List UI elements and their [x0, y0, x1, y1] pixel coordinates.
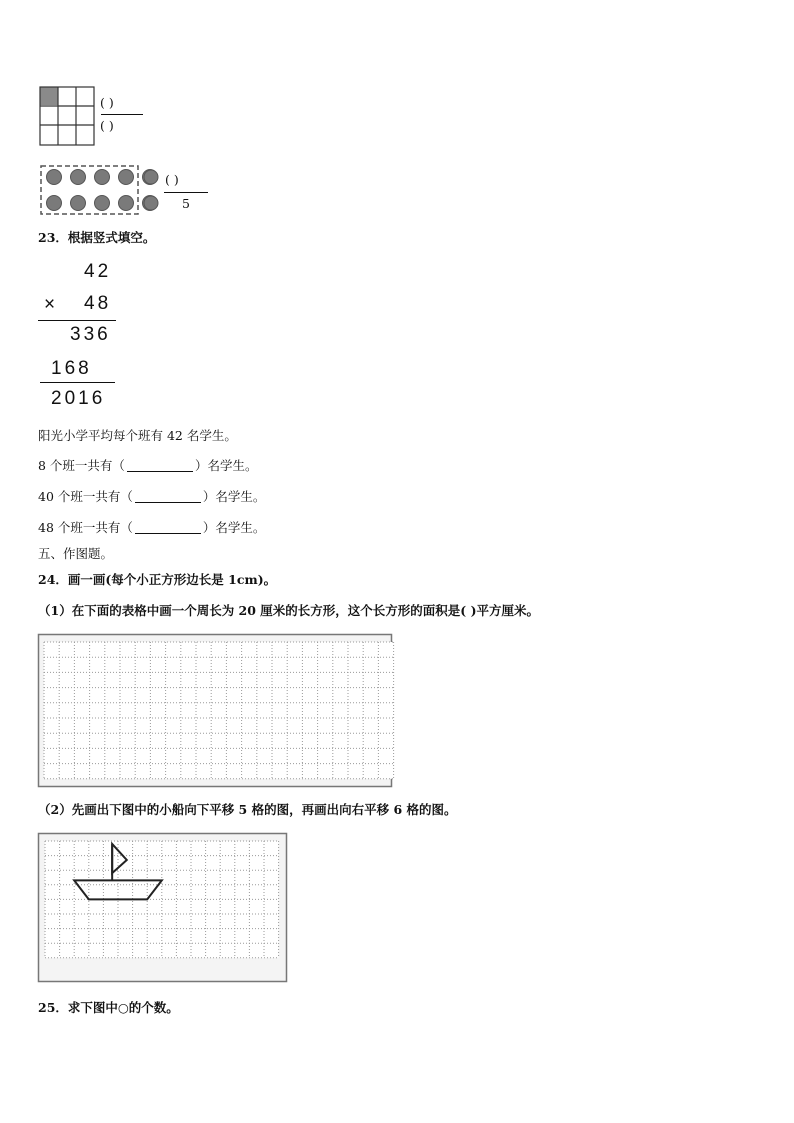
q23-title: 23．根据竖式填空。: [38, 230, 156, 245]
dot: [119, 170, 134, 185]
calc-multiplier: 48: [84, 293, 112, 314]
dot: [71, 196, 86, 211]
answer-blank-1[interactable]: [127, 459, 193, 472]
q23-line-3-prefix: 48 个班一共有（: [38, 520, 133, 535]
grid-fraction-numerator[interactable]: ( ): [100, 95, 114, 110]
fraction-grid-figure: [40, 87, 100, 149]
dot: [47, 170, 62, 185]
q23-line-2: [38, 489, 265, 505]
q23-line-2-suffix: ）名学生。: [202, 489, 266, 504]
calc-partial-1: 336: [70, 324, 111, 345]
q23-line-2-prefix: 40 个班一共有（: [38, 489, 133, 504]
q23-line-3-suffix: ）名学生。: [202, 520, 266, 535]
q24-title: 24．画一画(每个小正方形边长是 1cm)。: [38, 572, 277, 587]
dots-fraction-bar: [164, 192, 208, 193]
calc-partial-2: 168: [51, 358, 92, 379]
q23-intro: 阳光小学平均每个班有 42 名学生。: [38, 428, 237, 443]
shaded-cell: [40, 87, 58, 105]
q25-title: 25．求下图中○的个数。: [38, 1000, 179, 1015]
dot: [119, 196, 134, 211]
calc-result: 2016: [51, 388, 106, 409]
q23-line-1-suffix: ）名学生。: [194, 458, 258, 473]
calc-multiplicand: 42: [84, 261, 112, 282]
dot: [144, 170, 158, 184]
fraction-dots-figure: [40, 165, 165, 217]
section-5-title: 五、作图题。: [38, 546, 114, 561]
drawing-grid-2[interactable]: [38, 833, 287, 982]
answer-blank-2[interactable]: [135, 490, 201, 503]
dot-group: [47, 170, 159, 211]
calc-operator: ×: [44, 294, 59, 315]
q24-part1: （1）在下面的表格中画一个周长为 20 厘米的长方形，这个长方形的面积是( )平方厘米。: [38, 603, 539, 618]
q23-line-1-prefix: 8 个班一共有（: [38, 458, 125, 473]
dot: [71, 170, 86, 185]
answer-blank-3[interactable]: [135, 521, 201, 534]
dots-fraction-numerator[interactable]: ( ): [165, 172, 179, 187]
q24-part2: （2）先画出下图中的小船向下平移 5 格的图，再画出向右平移 6 格的图。: [38, 802, 457, 817]
q23-line-1: [38, 458, 257, 474]
dot: [47, 196, 62, 211]
dot: [95, 170, 110, 185]
drawing-grid-1[interactable]: [38, 634, 392, 787]
grid-fraction-bar: [101, 114, 143, 115]
dot: [95, 196, 110, 211]
dots-fraction-denominator: 5: [182, 196, 190, 211]
calc-line-1: [38, 320, 116, 321]
calc-line-2: [40, 382, 115, 383]
dot: [144, 196, 158, 210]
q23-line-3: [38, 520, 265, 536]
grid-fraction-denominator[interactable]: ( ): [100, 118, 114, 133]
